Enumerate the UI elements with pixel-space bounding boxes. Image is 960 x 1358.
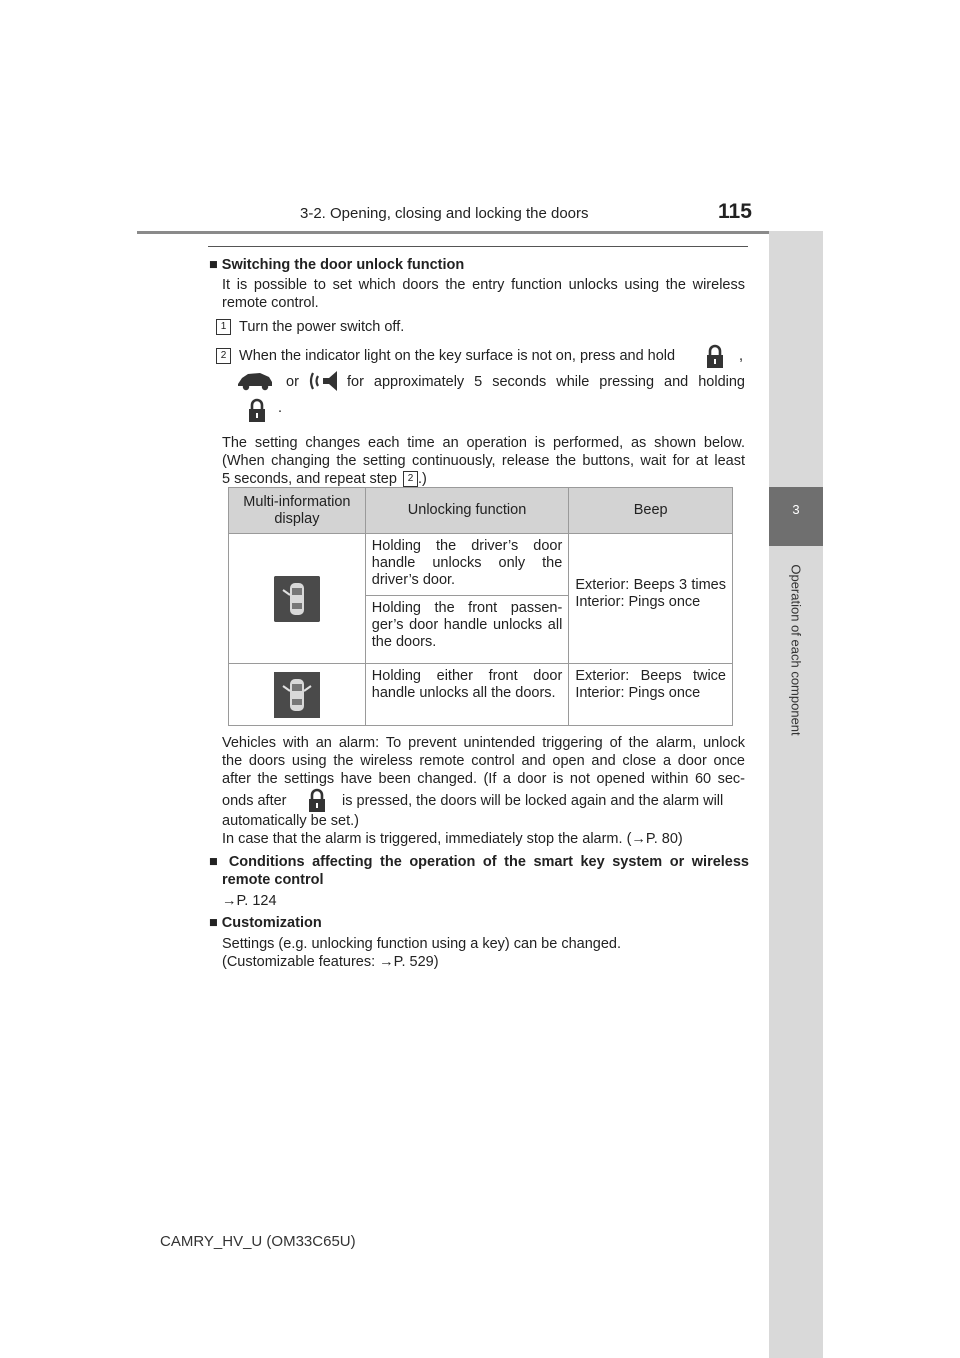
heading-marker: ■ (209, 257, 218, 273)
step-1 (216, 318, 404, 336)
lock-icon (703, 343, 727, 369)
switching-heading (209, 257, 464, 273)
setting-step-ref: 2 (403, 471, 418, 487)
trunk-car-icon (236, 368, 274, 392)
alarm-line-1: Vehicles with an alarm: To prevent unintended triggering of the alarm, unlock (222, 735, 745, 751)
step-2-line-2: for approximately 5 seconds while pressing and holding (347, 374, 745, 390)
alarm-line-3: after the settings have been changed. (If a door is not opened within 60 sec- (222, 771, 745, 787)
step-2 (216, 347, 675, 365)
panic-horn-icon (309, 368, 339, 394)
door-display-icon (274, 576, 320, 622)
alarm-line-4b: is pressed, the doors will be locked again and the alarm will (342, 793, 724, 809)
conditions-ref: →P. 124 (222, 893, 277, 909)
page-number: 115 (718, 200, 752, 223)
alarm-line-4a: onds after (222, 793, 287, 809)
customization-heading-text: Customization (221, 915, 322, 931)
display-cell-2 (229, 664, 366, 726)
setting-line-1: The setting changes each time an operation is performed, as shown below. (222, 435, 745, 451)
table-header-unlocking: Unlocking function (365, 488, 569, 534)
door-display-icon (274, 672, 320, 718)
alarm-line-2: the doors using the wireless remote control and open and close a door once (222, 753, 745, 769)
alarm-line-6: In case that the alarm is triggered, immediately stop the alarm. (→P. 80) (222, 831, 683, 847)
unlock-icon (245, 397, 269, 423)
conditions-heading (209, 853, 749, 871)
switching-heading-text: Switching the door unlock function (221, 257, 465, 273)
row1-beep: Exterior: Beeps 3 times Interior: Pings once (569, 534, 733, 664)
step-2-number: 2 (216, 348, 231, 364)
heading-marker: ■ (209, 854, 222, 870)
section-rule (208, 246, 748, 247)
display-cell-1 (229, 534, 366, 664)
row2-beep: Exterior: Beeps twice Interior: Pings once (569, 664, 733, 726)
step-2-comma: , (739, 348, 744, 364)
row1-unlock-b: Holding the front passen- ger’s door handle unlocks all the doors. (365, 596, 569, 664)
conditions-heading-line-1: Conditions affecting the operation of the smart key system or wireless (228, 854, 750, 870)
alarm-line-5: automatically be set.) (222, 813, 360, 829)
intro-line-1: It is possible to set which doors the entry function unlocks using the wireless (222, 277, 745, 293)
step-2-period: . (278, 400, 283, 416)
row1-unlock-a: Holding the driver’s door handle unlocks only the driver’s door. (365, 534, 569, 596)
setting-line-2: (When changing the setting continuously, release the buttons, wait for at least (222, 453, 745, 469)
customization-line-2: (Customizable features: →P. 529) (222, 954, 439, 970)
customization-heading (209, 914, 322, 932)
step-1-text: Turn the power switch off. (239, 319, 405, 335)
customization-line-1: Settings (e.g. unlocking function using a key) can be changed. (222, 936, 622, 952)
intro-line-2: remote control. (222, 295, 319, 311)
conditions-heading-line-2: remote control (222, 872, 324, 888)
chapter-label: Operation of each component (788, 564, 804, 736)
row2-unlock: Holding either front door handle unlocks all the doors. (365, 664, 569, 726)
side-tab-upper (769, 231, 823, 487)
table-header-beep: Beep (569, 488, 733, 534)
setting-line-3-end: .) (417, 471, 427, 487)
table-header-display: Multi-information display (229, 488, 366, 534)
setting-line-3-text: 5 seconds, and repeat step (222, 471, 397, 487)
setting-line-3 (222, 470, 427, 488)
model-code: CAMRY_HV_U (OM33C65U) (160, 1233, 356, 1250)
step-1-number: 1 (216, 319, 231, 335)
section-title: 3-2. Opening, closing and locking the doors (300, 205, 589, 222)
unlock-function-table (228, 487, 733, 726)
chapter-number-tab: 3 (769, 487, 823, 546)
unlock-icon (305, 787, 329, 813)
heading-marker: ■ (209, 915, 218, 931)
step-2-line-1: When the indicator light on the key surface is not on, press and hold (239, 348, 676, 364)
header-rule (137, 231, 823, 234)
step-2-or: or (286, 374, 299, 390)
